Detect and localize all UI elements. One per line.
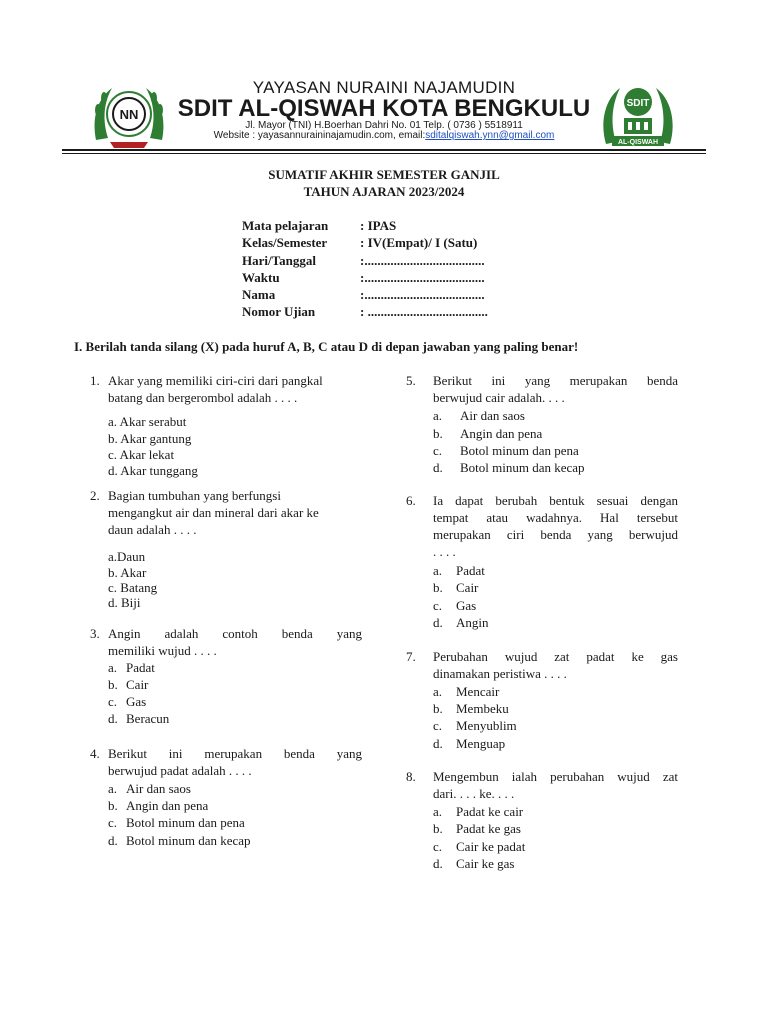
question-number: 6. — [406, 493, 416, 508]
option-7a[interactable]: Mencair — [456, 684, 500, 699]
option-1a[interactable]: a. Akar serabut — [108, 414, 187, 429]
option-3b[interactable]: Cair — [126, 677, 149, 692]
option-3d[interactable]: Beracun — [126, 711, 170, 726]
option-4d[interactable]: Botol minum dan kecap — [126, 833, 251, 848]
question-line: batang dan bergerombol adalah . . . . — [108, 390, 298, 405]
logo-right-text: SDIT — [626, 98, 650, 109]
option-3c-letter: c. — [108, 694, 118, 709]
instruction: I. Berilah tanda silang (X) pada huruf A, B, C atau D di depan jawaban yang paling benar! — [74, 339, 579, 354]
option-2b[interactable]: b. Akar — [108, 565, 147, 580]
logo-right-banner: AL-QISWAH — [617, 139, 659, 146]
option-5c-letter: c. — [433, 443, 443, 458]
question-line: dari. . . . ke. . . . — [433, 786, 515, 801]
option-7d[interactable]: Menguap — [456, 736, 506, 751]
option-6c-letter: c. — [433, 598, 443, 613]
option-2c[interactable]: c. Batang — [108, 580, 158, 595]
option-3a-letter: a. — [108, 660, 118, 675]
option-7c[interactable]: Menyublim — [456, 718, 517, 733]
question-line: Angin adalah contoh benda yang — [108, 626, 362, 641]
option-5a[interactable]: Air dan saos — [460, 408, 525, 423]
info-label: Nomor Ujian — [242, 304, 316, 319]
option-5d-letter: d. — [433, 460, 443, 475]
info-value: :..................................... — [360, 287, 485, 302]
question-line: merupakan ciri benda yang berwujud — [433, 527, 678, 542]
option-5d[interactable]: Botol minum dan kecap — [460, 460, 585, 475]
option-6c[interactable]: Gas — [456, 598, 477, 613]
option-2d[interactable]: d. Biji — [108, 595, 141, 610]
question-number: 7. — [406, 649, 416, 664]
info-label: Hari/Tanggal — [242, 253, 316, 268]
info-value: : IPAS — [360, 218, 397, 233]
school-name: SDIT AL-QISWAH KOTA BENGKULU — [177, 95, 591, 122]
question-line: Berikut ini yang merupakan benda — [433, 373, 678, 388]
option-6b-letter: b. — [433, 580, 443, 595]
option-8b-letter: b. — [433, 821, 443, 836]
question-number: 3. — [90, 626, 100, 641]
question-line: berwujud cair adalah. . . . — [433, 390, 565, 405]
logo-left-text: NN — [119, 107, 139, 122]
website-text: Website : yayasannuraininajamudin.com, email: — [213, 130, 426, 141]
option-4c[interactable]: Botol minum dan pena — [126, 815, 245, 830]
question-line: memiliki wujud . . . . — [108, 643, 217, 658]
info-label: Waktu — [242, 270, 280, 285]
question-line: . . . . — [433, 544, 456, 559]
question-line: Perubahan wujud zat padat ke gas — [433, 649, 678, 664]
question-line: Mengembun ialah perubahan wujud zat — [433, 769, 678, 784]
question-number: 5. — [406, 373, 416, 388]
question-number: 1. — [90, 373, 100, 388]
option-4b[interactable]: Angin dan pena — [126, 798, 209, 813]
option-8d[interactable]: Cair ke gas — [456, 856, 515, 871]
option-3b-letter: b. — [108, 677, 118, 692]
info-value: :..................................... — [360, 270, 485, 285]
info-label: Kelas/Semester — [242, 235, 328, 250]
info-value: :..................................... — [360, 253, 485, 268]
info-label: Mata pelajaran — [242, 218, 329, 233]
option-1c[interactable]: c. Akar lekat — [108, 447, 175, 462]
option-1d[interactable]: d. Akar tunggang — [108, 463, 198, 478]
question-line: dinamakan peristiwa . . . . — [433, 666, 567, 681]
option-4b-letter: b. — [108, 798, 118, 813]
option-8a-letter: a. — [433, 804, 443, 819]
option-5b-letter: b. — [433, 426, 443, 441]
option-3a[interactable]: Padat — [126, 660, 155, 675]
option-7d-letter: d. — [433, 736, 443, 751]
option-8c-letter: c. — [433, 839, 443, 854]
option-2a[interactable]: a.Daun — [108, 549, 146, 564]
option-3d-letter: d. — [108, 711, 118, 726]
exam-title: SUMATIF AKHIR SEMESTER GANJIL — [268, 167, 500, 182]
option-7b[interactable]: Membeku — [456, 701, 509, 716]
question-line: Bagian tumbuhan yang berfungsi — [108, 488, 281, 503]
question-line: Ia dapat berubah bentuk sesuai dengan — [433, 493, 678, 508]
question-line: mengangkut air dan mineral dari akar ke — [108, 505, 319, 520]
option-5c[interactable]: Botol minum dan pena — [460, 443, 579, 458]
option-7a-letter: a. — [433, 684, 443, 699]
option-5a-letter: a. — [433, 408, 443, 423]
option-7c-letter: c. — [433, 718, 443, 733]
option-6d-letter: d. — [433, 615, 443, 630]
option-8a[interactable]: Padat ke cair — [456, 804, 524, 819]
question-line: Akar yang memiliki ciri-ciri dari pangkal — [108, 373, 323, 388]
option-8b[interactable]: Padat ke gas — [456, 821, 521, 836]
question-number: 4. — [90, 746, 100, 761]
question-number: 2. — [90, 488, 100, 503]
option-7b-letter: b. — [433, 701, 443, 716]
question-line: berwujud padat adalah . . . . — [108, 763, 252, 778]
option-4c-letter: c. — [108, 815, 118, 830]
option-6b[interactable]: Cair — [456, 580, 479, 595]
option-6a-letter: a. — [433, 563, 443, 578]
option-4d-letter: d. — [108, 833, 118, 848]
question-line: daun adalah . . . . — [108, 522, 197, 537]
option-8d-letter: d. — [433, 856, 443, 871]
option-4a-letter: a. — [108, 781, 118, 796]
website-line — [0, 130, 768, 141]
info-label: Nama — [242, 287, 276, 302]
exam-year: TAHUN AJARAN 2023/2024 — [303, 184, 465, 199]
option-6d[interactable]: Angin — [456, 615, 489, 630]
letterhead-rule — [62, 149, 706, 151]
question-line: tempat atau wadahnya. Hal tersebut — [433, 510, 678, 525]
foundation-name: YAYASAN NURAINI NAJAMUDIN — [252, 78, 516, 97]
school-address: Jl. Mayor (TNI) H.Boerhan Dahri No. 01 Telp. ( 0736 ) 5518911 — [245, 120, 523, 131]
option-4a[interactable]: Air dan saos — [126, 781, 191, 796]
email-link[interactable]: sditalqiswah.ynn@gmail.com — [425, 130, 555, 141]
option-3c[interactable]: Gas — [126, 694, 147, 709]
option-1b[interactable]: b. Akar gantung — [108, 431, 192, 446]
option-8c[interactable]: Cair ke padat — [456, 839, 526, 854]
info-value: : IV(Empat)/ I (Satu) — [360, 235, 478, 250]
question-line: Berikut ini merupakan benda yang — [108, 746, 362, 761]
letterhead-rule-thin — [62, 153, 706, 154]
info-value: : ..................................... — [360, 304, 488, 319]
option-6a[interactable]: Padat — [456, 563, 485, 578]
question-number: 8. — [406, 769, 416, 784]
option-5b[interactable]: Angin dan pena — [460, 426, 543, 441]
